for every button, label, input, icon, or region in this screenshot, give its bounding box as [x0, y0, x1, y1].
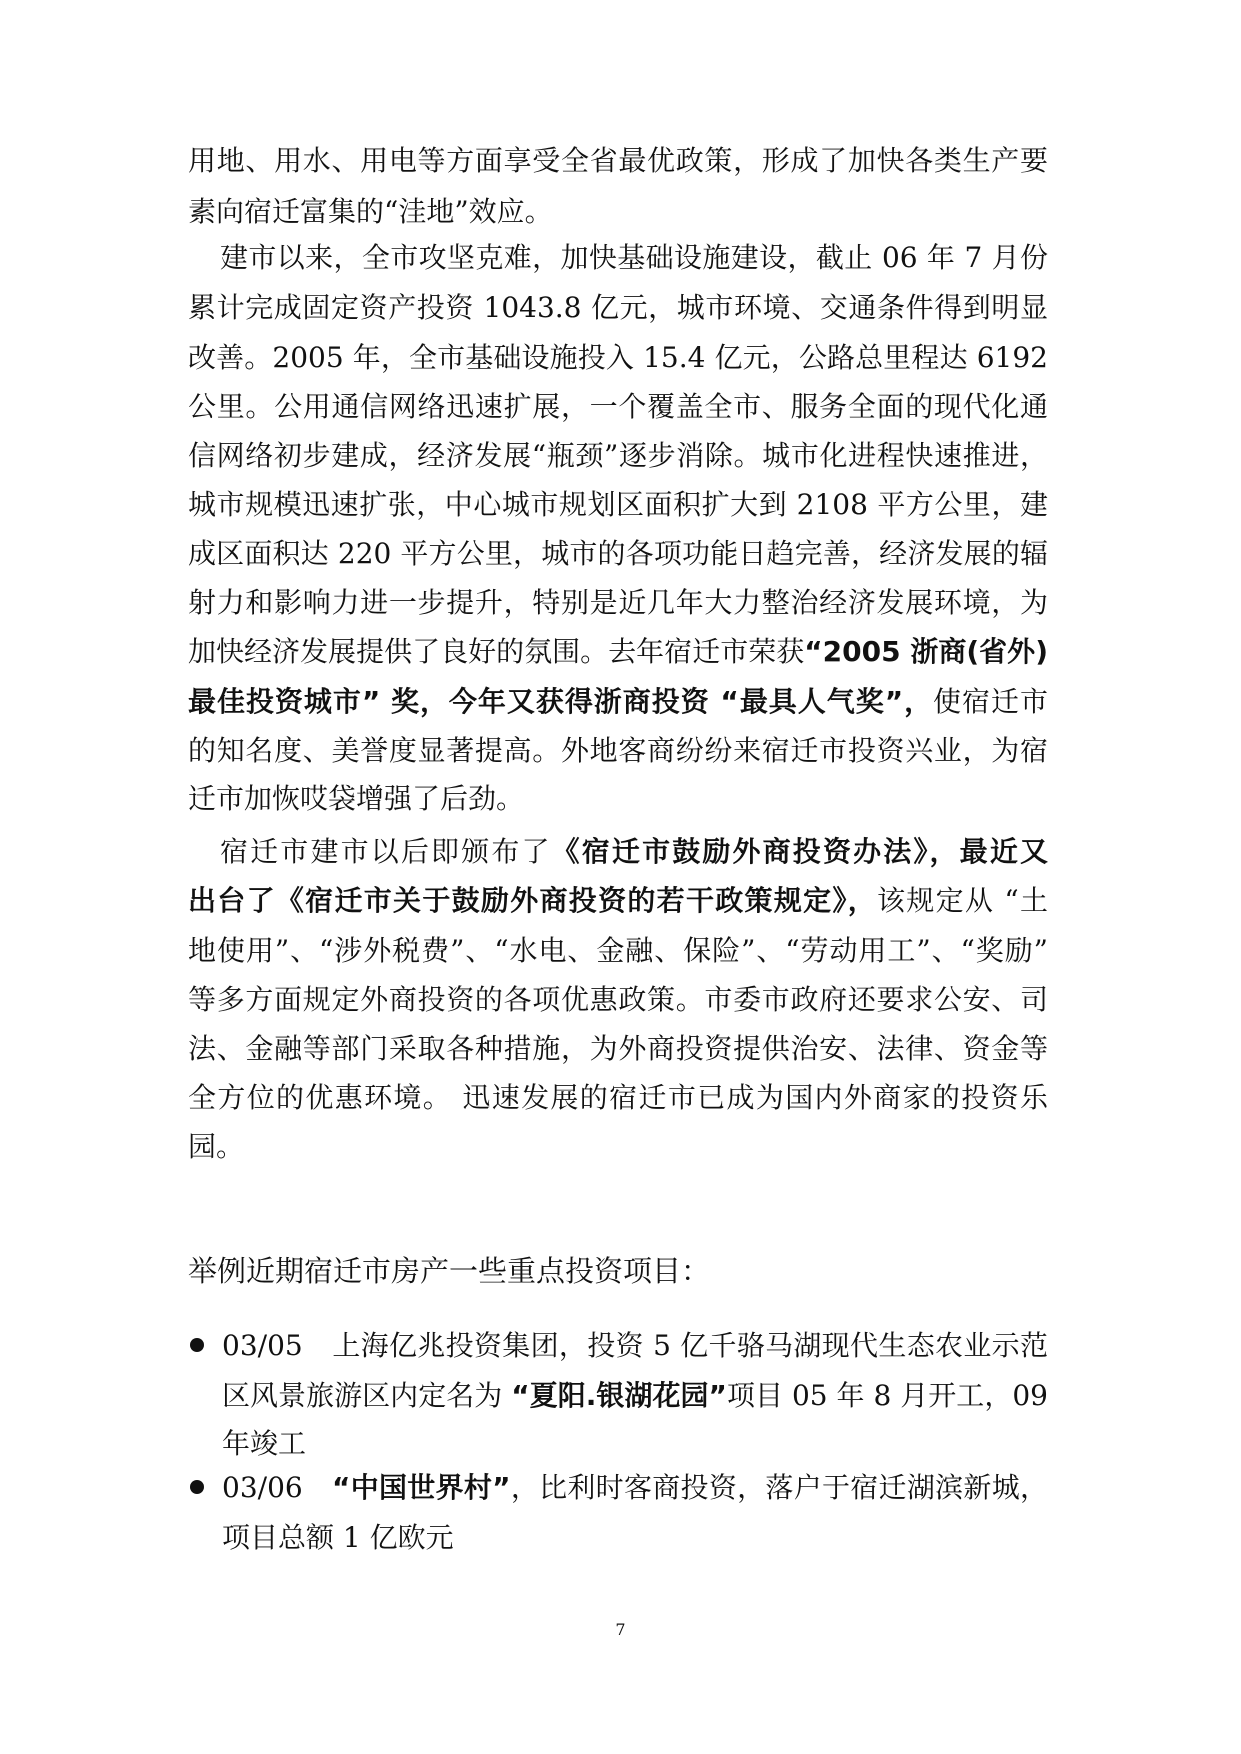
policy-title-2: 出台了《宿迁市关于鼓励外商投资的若干政策规定》，: [188, 884, 878, 917]
paragraph-3-line-2-text: 该规定从 “土: [877, 884, 1048, 917]
project-1-line-2-tail: 项目 05 年 8 月开工，09: [726, 1379, 1048, 1412]
project-1-line-2-text: 区风景旅游区内定名为: [222, 1379, 512, 1412]
paragraph-3-line-4: 等多方面规定外商投资的各项优惠政策。市委市政府还要求公安、司: [188, 983, 1048, 1016]
project-1-line-1-text: 上海亿兆投资集团，投资 5 亿千骆马湖现代生态农业示范: [332, 1329, 1048, 1362]
paragraph-2-line-10: [188, 676, 1048, 728]
paragraph-2-line-9: [188, 626, 1048, 678]
paragraph-3-line-1: [220, 826, 1048, 878]
projects-heading: 举例近期宿迁市房产一些重点投资项目：: [188, 1254, 711, 1288]
paragraph-2-line-2: 累计完成固定资产投资 1043.8 亿元，城市环境、交通条件得到明显: [188, 291, 1048, 324]
paragraph-3-line-2: [188, 875, 1048, 927]
paragraph-3-line-3: 地使用”、“涉外税费”、“水电、金融、保险”、“劳动用工”、“奖励”: [188, 934, 1048, 967]
project-1-date: 03/05: [222, 1329, 303, 1362]
paragraph-2-line-4: 公里。公用通信网络迅速扩展，一个覆盖全市、服务全面的现代化通: [188, 390, 1048, 423]
paragraph-2-line-3: 改善。2005 年，全市基础设施投入 15.4 亿元，公路总里程达 6192: [188, 341, 1048, 374]
paragraph-3-line-5: 法、金融等部门采取各种措施，为外商投资提供治安、法律、资金等: [188, 1032, 1048, 1065]
project-2-name: “中国世界村”: [332, 1471, 511, 1504]
paragraph-2-line-5: 信网络初步建成，经济发展“瓶颈”逐步消除。城市化进程快速推进，: [188, 439, 1048, 472]
project-2-date: 03/06: [222, 1471, 303, 1504]
project-1-name: “夏阳.银湖花园”: [511, 1379, 727, 1412]
paragraph-2-line-8: 射力和影响力进一步提升，特别是近几年大力整治经济发展环境，为: [188, 586, 1048, 619]
award-2005-text: “2005 浙商(省外): [804, 635, 1048, 668]
paragraph-2-line-1: 建市以来，全市攻坚克难，加快基础设施建设，截止 06 年 7 月份: [220, 241, 1048, 274]
bullet-icon: [190, 1338, 204, 1352]
page-number: 7: [615, 1620, 626, 1639]
paragraph-2-line-9-text: 加快经济发展提供了良好的氛围。去年宿迁市荣获: [188, 635, 805, 668]
paragraph-1-line-2: 素向宿迁富集的“洼地”效应。: [188, 195, 553, 228]
project-1-line-3: 年竣工: [222, 1427, 307, 1460]
bullet-icon: [190, 1480, 204, 1494]
project-2-line-2: 项目总额 1 亿欧元: [222, 1521, 454, 1554]
project-2-line-1-text: ，比利时客商投资，落户于宿迁湖滨新城，: [510, 1471, 1048, 1504]
project-1-line-1: [222, 1320, 1048, 1372]
paragraph-2-line-6: 城市规模迅速扩张，中心城市规划区面积扩大到 2108 平方公里，建: [188, 488, 1048, 521]
paragraph-2-line-10-text: 使宿迁市: [933, 685, 1048, 718]
paragraph-2-line-12: 迁市加恢哎袋增强了后劲。: [188, 782, 525, 815]
paragraph-3-line-1-text: 宿迁市建市以后即颁布了: [220, 835, 552, 868]
paragraph-2-line-11: 的知名度、美誉度显著提高。外地客商纷纷来宿迁市投资兴业，为宿: [188, 734, 1048, 767]
project-2-line-1: [222, 1462, 1048, 1514]
project-1-line-2: [222, 1370, 1048, 1422]
paragraph-1-line-1: 用地、用水、用电等方面享受全省最优政策，形成了加快各类生产要: [188, 144, 1048, 177]
policy-title-1: 《宿迁市鼓励外商投资办法》，最近又: [551, 835, 1048, 868]
paragraph-3-line-7: 园。: [188, 1130, 245, 1163]
paragraph-2-line-7: 成区面积达 220 平方公里，城市的各项功能日趋完善，经济发展的辐: [188, 537, 1048, 570]
award-popularity-text: 最佳投资城市” 奖，今年又获得浙商投资 “最具人气奖”，: [188, 685, 934, 718]
paragraph-3-line-6: 全方位的优惠环境。 迅速发展的宿迁市已成为国内外商家的投资乐: [188, 1081, 1048, 1114]
